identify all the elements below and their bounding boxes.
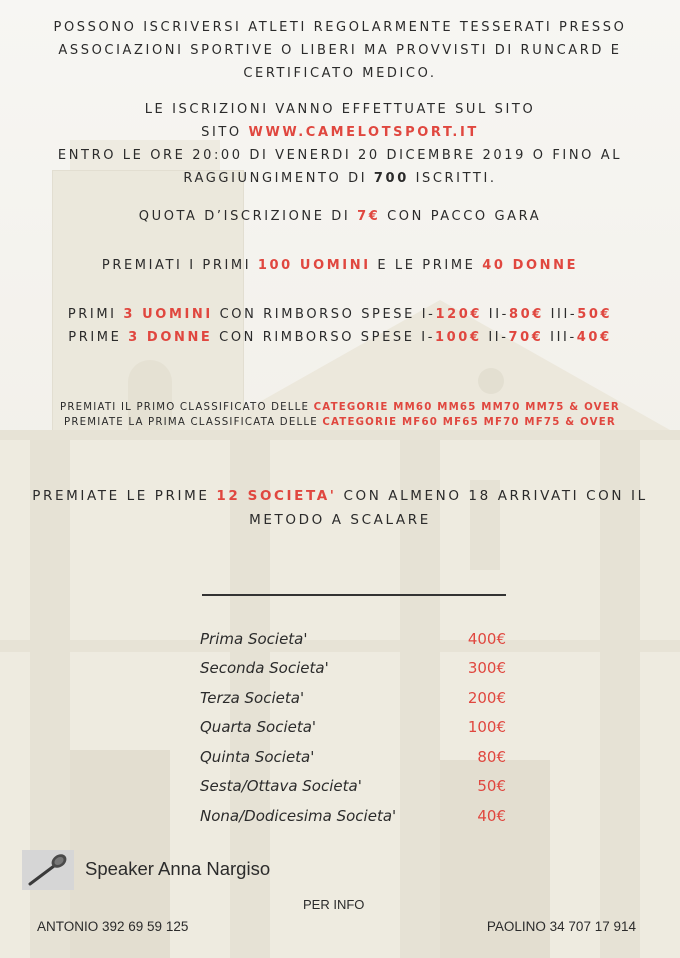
awards-women: 40 DONNE [482,258,579,273]
prize-table [200,624,506,831]
website-link[interactable]: WWW.CAMELOTSPORT.IT [248,125,479,140]
registration-limit: 700 [373,171,409,186]
prize-row: Quarta Societa' 100€ [200,718,506,737]
section-divider [202,594,506,596]
contact-paolino: PAOLINO 34 707 17 914 [486,919,636,934]
prize-row: Seconda Societa' 300€ [200,659,506,678]
registration-text [0,98,680,190]
fee-amount: 7€ [357,209,381,224]
per-info-label: PER INFO [303,897,365,912]
registration-site-line: SITO WWW.CAMELOTSPORT.IT [201,125,479,140]
teams-method: METODO A SCALARE [249,512,431,528]
categories-text [0,400,680,430]
teams-text [0,484,680,532]
refunds-text [0,303,680,349]
speaker-name: Speaker Anna Nargiso [85,858,271,879]
registration-line: LE ISCRIZIONI VANNO EFFETTUATE SUL SITO [144,102,536,117]
registration-limit-line: RAGGIUNGIMENTO DI 700 ISCRITTI. [183,171,497,186]
prize-row: Sesta/Ottava Societa' 50€ [200,777,506,796]
intro-line: POSSONO ISCRIVERSI ATLETI REGOLARMENTE TESSERATI PRESSO [53,20,627,35]
microphone-icon [22,850,74,890]
registration-deadline: ENTRO LE ORE 20:00 DI VENERDI 20 DICEMBRE 2019 O FINO AL [57,148,623,163]
awards-text: PREMIATI I PRIMI 100 UOMINI E LE PRIME 40 DONNE [101,258,579,273]
intro-text [0,16,680,85]
refunds-men: PRIMI 3 UOMINI CON RIMBORSO SPESE I-120€ II-80€ III-50€ [67,307,613,322]
awards-men: 100 UOMINI [257,258,371,273]
intro-line: ASSOCIAZIONI SPORTIVE O LIBERI MA PROVVISTI DI RUNCARD E [58,43,622,58]
teams-line: PREMIATE LE PRIME 12 SOCIETA' CON ALMENO 18 ARRIVATI CON IL [32,488,648,504]
contact-antonio: ANTONIO 392 69 59 125 [37,919,189,934]
categories-women: PREMIATE LA PRIMA CLASSIFICATA DELLE CATEGORIE MF60 MF65 MF70 MF75 & OVER [64,417,616,428]
prize-row: Prima Societa' 400€ [200,629,506,648]
fee-text: QUOTA D’ISCRIZIONE DI 7€ CON PACCO GARA [138,209,542,224]
prize-row: Quinta Societa' 80€ [200,747,506,766]
prize-row: Terza Societa' 200€ [200,688,506,707]
prize-row: Nona/Dodicesima Societa' 40€ [200,806,506,825]
intro-line: CERTIFICATO MEDICO. [243,66,437,81]
refunds-women: PRIME 3 DONNE CON RIMBORSO SPESE I-100€ II-70€ III-40€ [68,330,612,345]
categories-men: PREMIATI IL PRIMO CLASSIFICATO DELLE CATEGORIE MM60 MM65 MM70 MM75 & OVER [60,402,620,413]
